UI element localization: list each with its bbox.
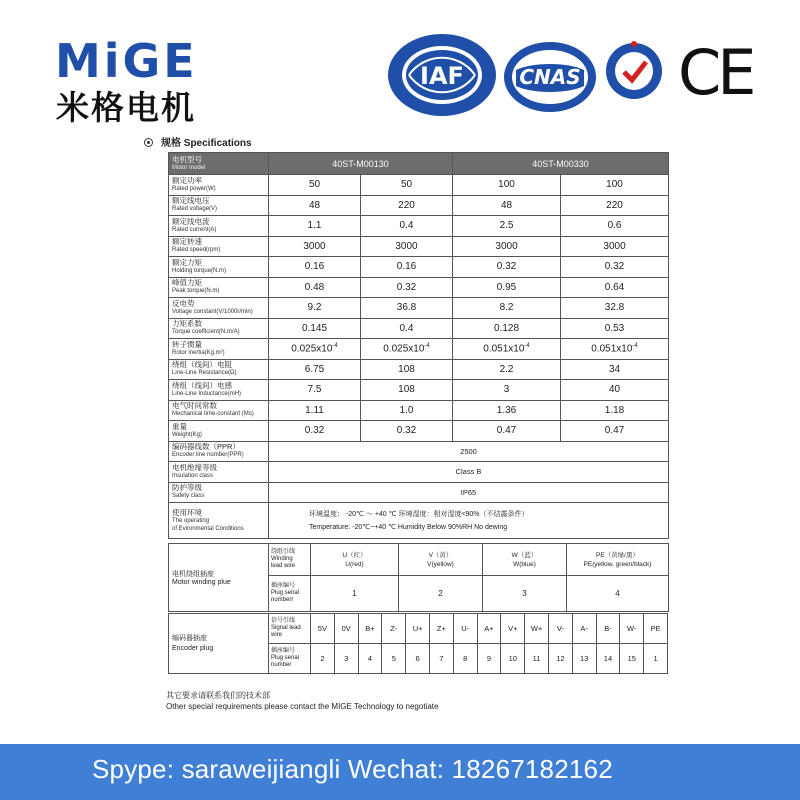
value-cell: [269, 236, 361, 257]
plug-serial-label: [269, 576, 311, 612]
value-cell: [561, 298, 669, 319]
row-label-cn: 峰值力矩: [172, 278, 202, 288]
value-exponent: -4: [424, 343, 430, 350]
iaf-badge-icon: [385, 32, 500, 118]
row-label-cn: 转子惯量: [172, 339, 202, 349]
encoder-signal-cell: V-: [548, 614, 572, 644]
value-text: 36.8: [396, 302, 417, 314]
value-text: 32.8: [604, 302, 625, 314]
value-cell: [269, 421, 361, 442]
row-label-cn: 额定线电流: [172, 216, 210, 226]
value-text: 220: [398, 199, 415, 211]
encoder-plug-label-cn: 编码器插座: [172, 634, 207, 642]
value-cell: [561, 236, 669, 257]
encoder-signal-cell: A+: [477, 614, 501, 644]
row-label-en: Mechanical time-constant (Ms): [172, 411, 254, 418]
specifications-table: [168, 152, 669, 539]
value-text: 0.64: [604, 281, 625, 293]
value-cell: [453, 339, 561, 360]
value-text: 0.47: [604, 425, 625, 437]
encoder-signal-cell: A-: [572, 614, 596, 644]
value-cell: [361, 298, 453, 319]
row-label-en: Rated current(A): [172, 226, 217, 233]
value-text: 0.025x10: [383, 343, 425, 355]
value-text: 1.1: [307, 220, 322, 232]
plug-serial-en1: Plug serial: [271, 590, 300, 596]
wire-pe-cn: PE（黄绿/黑）: [596, 551, 639, 559]
row-label-cell: [169, 195, 269, 216]
row-label-cn: 绕组（线间）电阻: [172, 360, 232, 370]
value-cell: [361, 257, 453, 278]
value-text: 0.32: [396, 281, 417, 293]
section-title: [144, 134, 252, 149]
value-text: 0.4: [399, 220, 414, 232]
row-label-cn: 额定转速: [172, 237, 202, 247]
model-header-1: 40ST-M00130: [269, 153, 453, 175]
value-text: 0.32: [604, 261, 625, 273]
encoder-number-cell: 7: [429, 644, 453, 674]
encoder-signal-cell: 0V: [334, 614, 358, 644]
winding-lead-cn: 绕组引线: [271, 549, 296, 555]
table-row: [169, 421, 669, 442]
encoder-number-cell: 11: [525, 644, 549, 674]
row-label-cell: [169, 216, 269, 237]
value-text: 48: [308, 199, 321, 211]
encoder-number-cell: 5: [382, 644, 406, 674]
row-label-en: Rotor inertia(Kg.m²): [172, 349, 225, 356]
value-cell: [269, 339, 361, 360]
encoder-plug-label-en: Encoder plug: [172, 644, 214, 652]
value-text: 0.48: [304, 281, 325, 293]
value-cell: [453, 236, 561, 257]
value-cell: [561, 216, 669, 237]
row-label-cell: [169, 380, 269, 401]
table-row: [169, 503, 669, 539]
env-label-en2: of Evironmental Conditions: [172, 525, 244, 532]
value-cell: [453, 195, 561, 216]
value-text: 0.4: [399, 322, 414, 334]
value-text: 3000: [395, 240, 418, 252]
value-cell: [453, 257, 561, 278]
row-label-cell: [169, 277, 269, 298]
row-label-cn: 电机绝缘等级: [172, 462, 217, 472]
row-label-cell: [169, 503, 269, 539]
table-row: [169, 298, 669, 319]
value-text: 7.5: [307, 384, 322, 396]
table-row: [169, 236, 669, 257]
table-row: [169, 614, 668, 644]
value-text: 50: [308, 179, 321, 191]
wire-u-en: U(red): [345, 560, 364, 568]
winding-lead-label: [269, 544, 311, 576]
row-label-cn: 重量: [172, 421, 187, 431]
encoder-number-cell: 8: [453, 644, 477, 674]
row-label-en: Weight(Kg): [172, 431, 202, 438]
row-label-en: Line-Line Resistance(Ω): [172, 370, 237, 377]
table-row: [169, 544, 669, 576]
header-label-cell: [169, 153, 269, 175]
row-label-cell: [169, 175, 269, 196]
row-label-en: Holding torque(N.m): [172, 267, 227, 274]
value-text: 3000: [303, 240, 326, 252]
brand-logo-latin: MiGE: [55, 34, 198, 88]
brand-logo-chinese: 米格电机: [56, 88, 196, 127]
value-text: 0.32: [496, 261, 517, 273]
row-label-en: Peak torque(N.m): [172, 288, 220, 295]
value-text: 0.32: [304, 425, 325, 437]
row-label-cell: [169, 318, 269, 339]
encoder-signal-cell: W+: [525, 614, 549, 644]
value-cell: [453, 277, 561, 298]
encoder-signal-cell: Z-: [382, 614, 406, 644]
value-cell: [361, 195, 453, 216]
value-cell: [453, 175, 561, 196]
value-cell: [453, 421, 561, 442]
supplier-assessment-badge-icon: [604, 38, 664, 104]
value-cell: [361, 359, 453, 380]
wire-cell-u: [311, 544, 399, 576]
value-cell: [269, 195, 361, 216]
value-cell: [269, 318, 361, 339]
encoder-number-cell: 4: [358, 644, 382, 674]
value-exponent: -4: [332, 343, 338, 350]
bullet-icon: [144, 138, 153, 147]
value-cell: [361, 277, 453, 298]
value-text: 108: [398, 384, 415, 396]
table-row: [169, 339, 669, 360]
value-text: 0.051x10: [591, 343, 633, 355]
value-cell: [561, 421, 669, 442]
table-row: [169, 257, 669, 278]
value-cell: [561, 380, 669, 401]
encoder-signal-cell: 5V: [311, 614, 335, 644]
value-cell: [361, 216, 453, 237]
value-text: 3000: [495, 240, 518, 252]
winding-lead-en1: Winding: [271, 556, 293, 562]
table-row: [169, 441, 669, 462]
row-label-en: Rated voltage(V): [172, 206, 218, 213]
row-label-cn: 反电势: [172, 298, 195, 308]
wire-v-en: V(yellow): [427, 560, 454, 568]
environment-line-2: Temperature: -20℃~+40 ℃ Humidity Below 90%RH No dewing: [309, 523, 508, 531]
encoder-number-cell: 12: [548, 644, 572, 674]
value-text: 0.025x10: [291, 343, 333, 355]
encoder-signal-cell: U+: [406, 614, 430, 644]
value-text: 100: [498, 179, 515, 191]
wire-cell-w: [483, 544, 567, 576]
row-label-cn: 防护等级: [172, 483, 202, 493]
row-label-cn: 额定线电压: [172, 196, 210, 206]
encoder-signal-cell: W-: [620, 614, 644, 644]
value-text: 3: [503, 384, 510, 396]
row-label-cell: [169, 339, 269, 360]
wire-cell-pe: [567, 544, 669, 576]
value-text: 2.5: [499, 220, 514, 232]
row-label-cn: 额定力矩: [172, 257, 202, 267]
row-label-cell: [169, 359, 269, 380]
table-row: [169, 482, 669, 503]
encoder-plug-serial-cn: 插座编号: [271, 648, 296, 654]
table-row: [169, 359, 669, 380]
encoder-number-cell: 13: [572, 644, 596, 674]
encoder-number-cell: 2: [311, 644, 335, 674]
table-row: [169, 175, 669, 196]
wire-v-cn: V（黄）: [428, 551, 453, 559]
encoder-plug-serial-label: [269, 644, 311, 674]
value-text: 40: [608, 384, 621, 396]
env-label-en1: The operating: [172, 517, 210, 524]
row-label-en: Line-Line Inductance(mH): [172, 390, 242, 397]
value-cell: [269, 359, 361, 380]
value-text: 1.18: [604, 404, 625, 416]
table-row: [169, 216, 669, 237]
value-cell: [561, 195, 669, 216]
value-cell: [361, 400, 453, 421]
value-cell: [269, 277, 361, 298]
table-row: [169, 318, 669, 339]
value-cell: [269, 400, 361, 421]
table-row: [169, 195, 669, 216]
value-cell: [361, 380, 453, 401]
value-text: 0.16: [304, 261, 325, 273]
row-label-cell: [169, 441, 269, 462]
section-title-text: 规格 Specifications: [161, 138, 252, 149]
row-label-en: Rated power(W): [172, 185, 216, 192]
encoder-signal-cell: PE: [644, 614, 668, 644]
encoder-number-cell: 1: [644, 644, 668, 674]
value-cell: [561, 277, 669, 298]
encoder-plug-serial-en2: number: [271, 662, 292, 668]
environment-line-1: 环境温度： -20℃ ～ +40 ℃ 环境湿度：相对湿度<90%（不结露条件）: [309, 510, 529, 518]
motor-plug-label-cell: [169, 544, 269, 612]
value-text: 0.16: [396, 261, 417, 273]
value-text: 6.75: [304, 363, 325, 375]
header-label-en: Motor model: [172, 164, 206, 171]
row-label-en: Rated speed(rpm): [172, 247, 221, 254]
encoder-number-cell: 10: [501, 644, 525, 674]
encoder-signal-cell: B-: [596, 614, 620, 644]
value-cell: [561, 257, 669, 278]
value-cell: [361, 421, 453, 442]
value-text: 48: [500, 199, 513, 211]
value-cell: [361, 339, 453, 360]
row-label-en: Insulation class: [172, 472, 214, 479]
encoder-plug-table: [168, 613, 668, 674]
row-label-en: Torque coefficient(N.m/A): [172, 329, 240, 336]
table-row: [169, 380, 669, 401]
value-cell: [269, 175, 361, 196]
table-row: [169, 277, 669, 298]
value-cell: [361, 236, 453, 257]
value-text: 1.36: [496, 404, 517, 416]
encoder-number-cell: 6: [406, 644, 430, 674]
value-text: 0.6: [607, 220, 622, 232]
motor-plug-label-cn: 电机绕组插座: [172, 571, 214, 578]
value-cell: [453, 298, 561, 319]
value-text: 2.2: [499, 363, 514, 375]
value-exponent: -4: [632, 343, 638, 350]
value-cell: [453, 359, 561, 380]
header-label-cn: 电机型号: [172, 154, 202, 164]
plug-number-pe: 4: [567, 576, 669, 612]
signal-lead-en1: Signal lead: [271, 625, 301, 631]
environment-value-cell: [269, 503, 669, 539]
value-text: 0.128: [494, 322, 520, 334]
row-label-cn: 额定功率: [172, 175, 202, 185]
value-text: 0.53: [604, 322, 625, 334]
merged-value-cell: 2500: [269, 441, 669, 462]
plug-serial-en2: numberr: [271, 597, 294, 603]
table-header-row: [169, 153, 669, 175]
plug-number-v: 2: [399, 576, 483, 612]
wire-w-cn: W（蓝）: [511, 551, 538, 559]
row-label-cn: 电气时间常数: [172, 401, 217, 411]
contact-note: [166, 690, 438, 712]
value-text: 1.0: [399, 404, 414, 416]
svg-text:IAF: IAF: [420, 62, 464, 90]
wire-u-cn: U（红）: [342, 551, 367, 559]
wire-w-en: W(blue): [513, 560, 536, 568]
encoder-plug-serial-en1: Plug serial: [271, 655, 300, 661]
encoder-number-cell: 14: [596, 644, 620, 674]
row-label-en: Encoder line number(PPR): [172, 452, 244, 459]
value-text: 0.47: [496, 425, 517, 437]
row-label-cell: [169, 482, 269, 503]
contact-note-cn: 其它要求请联系我们的技术部: [166, 691, 270, 700]
encoder-signal-cell: B+: [358, 614, 382, 644]
wire-pe-en: PE(yellow, green/black): [583, 560, 652, 568]
wire-cell-v: [399, 544, 483, 576]
row-label-en: Voltage constant(V/1000r/min): [172, 308, 253, 315]
value-text: 0.051x10: [483, 343, 525, 355]
value-text: 0.145: [301, 322, 328, 334]
value-text: 0.95: [496, 281, 517, 293]
row-label-cell: [169, 421, 269, 442]
value-cell: [561, 400, 669, 421]
value-text: 3000: [603, 240, 626, 252]
row-label-en: Safety class: [172, 493, 205, 500]
row-label-cn: 编码器线数（PPR）: [172, 442, 240, 452]
model-header-2: 40ST-M00330: [453, 153, 669, 175]
value-cell: [561, 359, 669, 380]
value-exponent: -4: [524, 343, 530, 350]
encoder-number-cell: 3: [334, 644, 358, 674]
encoder-signal-cell: U-: [453, 614, 477, 644]
plug-number-w: 3: [483, 576, 567, 612]
signal-lead-en2: wire: [271, 632, 283, 638]
value-text: 1.11: [305, 404, 324, 416]
row-label-cell: [169, 298, 269, 319]
value-text: 100: [606, 179, 623, 191]
value-cell: [453, 318, 561, 339]
value-cell: [269, 380, 361, 401]
page-header: [0, 0, 800, 130]
signal-lead-cn: 信号引线: [271, 618, 296, 624]
cnas-badge-icon: [502, 40, 598, 114]
value-text: 34: [608, 363, 621, 375]
value-cell: [361, 175, 453, 196]
value-text: 8.2: [499, 302, 514, 314]
encoder-number-cell: 15: [620, 644, 644, 674]
encoder-number-cell: 9: [477, 644, 501, 674]
value-text: 0.32: [396, 425, 417, 437]
contact-note-en: Other special requirements please contact the MIGE Technology to negotiate: [166, 702, 439, 711]
winding-lead-en2: lead wire: [271, 563, 296, 569]
encoder-plug-label-cell: [169, 614, 269, 674]
value-cell: [269, 257, 361, 278]
value-cell: [269, 298, 361, 319]
row-label-cell: [169, 400, 269, 421]
encoder-signal-cell: V+: [501, 614, 525, 644]
value-text: 220: [606, 199, 623, 211]
table-row: [169, 400, 669, 421]
table-row: [169, 462, 669, 483]
footer-contact-text: Spype: saraweijiangli Wechat: 18267182162: [92, 754, 613, 784]
svg-text:CNAS: CNAS: [519, 65, 581, 89]
motor-winding-plug-table: [168, 543, 669, 612]
value-cell: [269, 216, 361, 237]
plug-serial-cn: 插座编号: [271, 583, 296, 589]
ce-mark: CE: [678, 36, 753, 109]
value-text: 108: [398, 363, 415, 375]
merged-value-cell: IP65: [269, 482, 669, 503]
value-text: 50: [400, 179, 413, 191]
row-label-cell: [169, 462, 269, 483]
motor-plug-label-en: Motor winding plue: [172, 579, 231, 586]
value-cell: [561, 339, 669, 360]
plug-number-u: 1: [311, 576, 399, 612]
value-cell: [453, 380, 561, 401]
row-label-cell: [169, 257, 269, 278]
row-label-cn: 绕组（线间）电感: [172, 380, 232, 390]
env-label-cn: 使用环境: [172, 507, 202, 517]
value-cell: [453, 216, 561, 237]
signal-lead-label: [269, 614, 311, 644]
encoder-signal-cell: Z+: [429, 614, 453, 644]
value-cell: [561, 175, 669, 196]
row-label-cn: 力矩系数: [172, 319, 202, 329]
value-cell: [453, 400, 561, 421]
row-label-cell: [169, 236, 269, 257]
value-text: 9.2: [307, 302, 322, 314]
value-cell: [361, 318, 453, 339]
merged-value-cell: Class B: [269, 462, 669, 483]
value-cell: [561, 318, 669, 339]
